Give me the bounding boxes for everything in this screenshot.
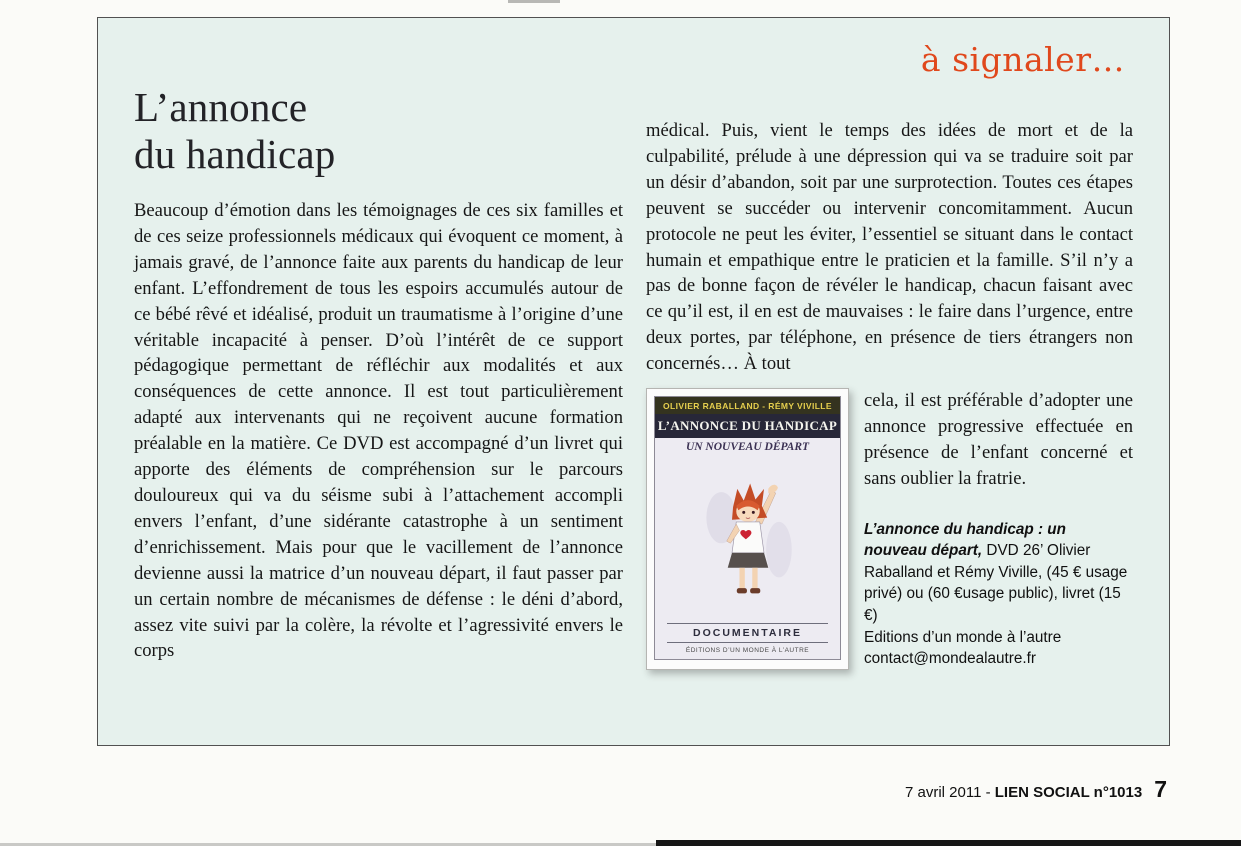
article-page <box>97 17 1170 746</box>
page-title <box>134 84 623 178</box>
media-row <box>646 388 1133 670</box>
section-flag: à signaler… <box>920 40 1125 79</box>
girl-illustration <box>700 475 796 603</box>
scan-artifact-bottom-right <box>656 840 1241 846</box>
caption-publisher: Editions d’un monde à l’autre <box>864 628 1062 646</box>
column-right <box>646 118 1133 670</box>
article-body-left: Beaucoup d’émotion dans les témoignages de ces six familles et de ces seize professionnels médicaux qui évoquent ce moment, à jamais gravé, de l’annonce faite aux parents du handicap de leur enfant. L’effondrement de tous les espoirs accumulés autour de ce bébé rêvé et idéalisé, produit un traumatisme à l’origine d’une véritable incapacité à penser. D’où l’intérêt de ce support pédagogique permettant de réfléchir aux modalités et aux conséquences de cette annonce. Il est tout particulièrement adapté aux intervenants qui ne reçoivent aucune formation préalable en la matière. Ce DVD est accompagné d’un livret qui apporte des éléments de compréhension sur le parcours douloureux qui va du séisme subi à l’attachement accompli envers l’enfant, d’une sidérante catastrophe à un sentiment d’enrichissement. Mais pour que le vacillement de l’annonce devienne aussi la matrice d’un nouveau départ, il faut passer par un certain nombre de mécanismes de défense : le déni d’abord, assez vite suivi par la colère, la révolte et l’agressivité envers le corps <box>134 200 623 662</box>
dvd-cover-genre: DOCUMENTAIRE <box>667 623 828 643</box>
dvd-cover <box>646 388 849 670</box>
dvd-cover-subtitle: UN NOUVEAU DÉPART <box>685 441 810 454</box>
dvd-cover-authors: OLIVIER RABALLAND - RÉMY VIVILLE <box>655 397 840 414</box>
page-footer <box>905 776 1167 803</box>
media-side <box>849 388 1133 670</box>
dvd-cover-inner <box>654 396 841 660</box>
dvd-cover-title: L’ANNONCE DU HANDICAP <box>655 414 840 438</box>
footer-date: 7 avril 2011 - <box>905 784 995 801</box>
dvd-cover-illustration <box>655 454 840 623</box>
page-title-line2: du handicap <box>134 131 336 177</box>
caption-title: L’annonce du handicap : un nouveau départ, <box>864 520 1066 560</box>
footer-publication: LIEN SOCIAL n°1013 <box>994 784 1143 801</box>
caption-details: DVD 26’ Olivier Raballand et Rémy Viville, (45 € usage privé) ou (60 €usage public), livret (15 €) <box>864 542 1128 625</box>
dvd-caption <box>864 519 1133 670</box>
dvd-cover-publisher: ÉDITIONS D’UN MONDE À L’AUTRE <box>685 647 810 655</box>
article-body-right-top: médical. Puis, vient le temps des idées de mort et de la culpabilité, prélude à une dépression qui va se traduire soit par un désir d’abandon, soit par une surprotection. Toutes ces étapes peuvent se succéder ou intervenir concomitamment. Aucun protocole ne peut les éviter, l’essentiel se situant dans le contact humain et empathique entre le praticien et la famille. S’il n’y a pas de bonne façon de révéler le handicap, chacun faisant avec ce qu’il est, il en est de mauvaises : le faire dans l’urgence, entre deux portes, par téléphone, en présence de tiers étrangers non concernés… À tout <box>646 120 1133 375</box>
caption-email: contact@mondealautre.fr <box>864 650 1036 668</box>
article-body-right-wrap: cela, il est préférable d’adopter une annonce progressive effectuée en présence de l’enfant concerné et sans oublier la fratrie. <box>864 390 1133 489</box>
footer-page-number: 7 <box>1154 776 1167 802</box>
scan-artifact-top <box>508 0 560 3</box>
column-left <box>134 84 623 664</box>
page-title-line1: L’annonce <box>134 84 308 130</box>
